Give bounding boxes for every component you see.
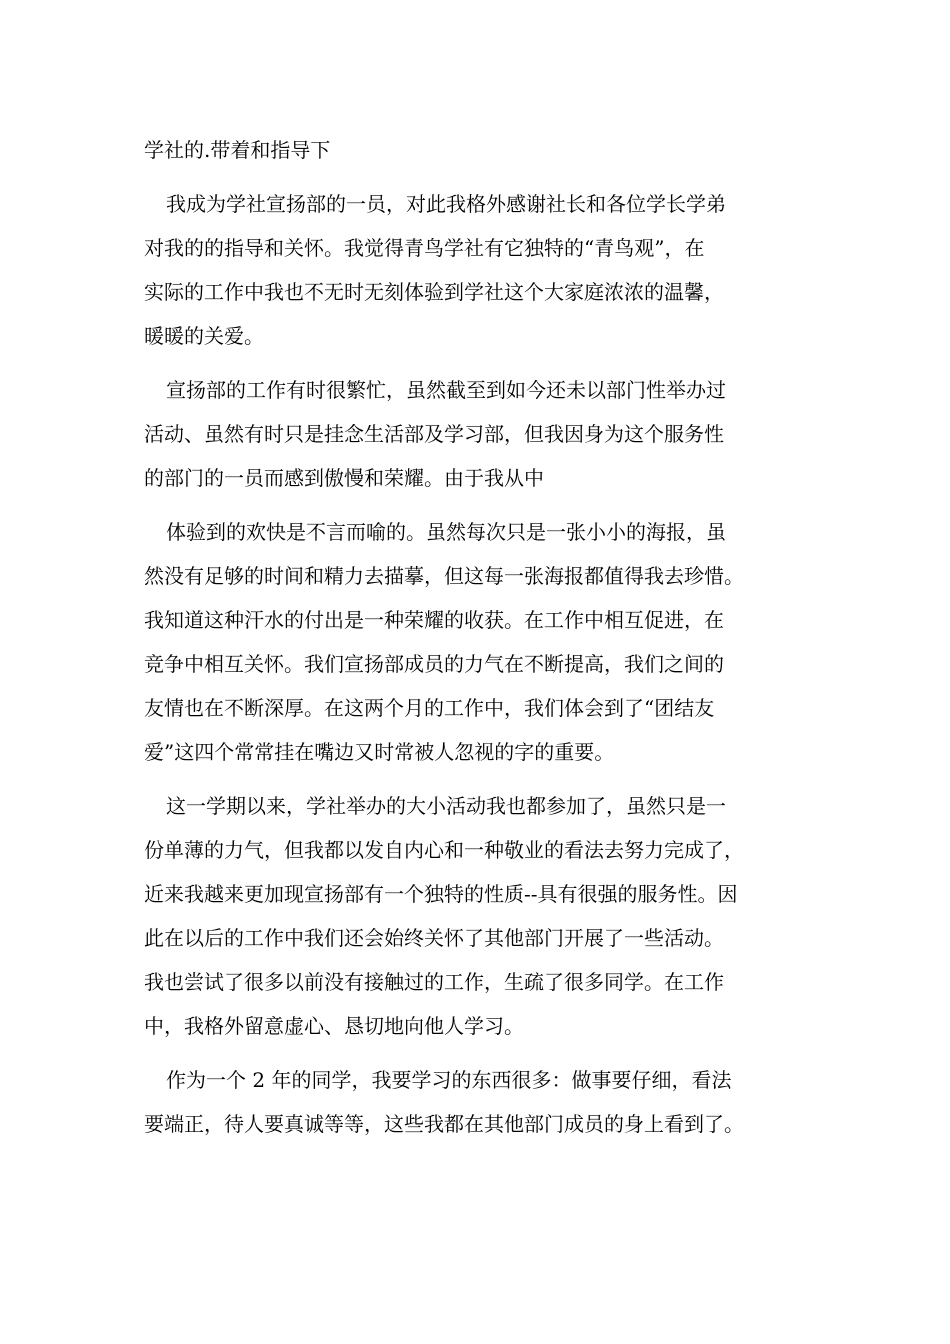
paragraph-line: 学社的.带着和指导下 [144,138,331,162]
paragraph-line: 竞争中相互关怀。我们宣扬部成员的力气在不断提高，我们之间的 [144,652,724,676]
paragraph-line: 友情也在不断深厚。在这两个月的工作中，我们体会到了“团结友 [144,696,715,720]
paragraph-line: 这一学期以来，学社举办的大小活动我也都参加了，虽然只是一 [166,794,726,818]
paragraph-line: 活动、虽然有时只是挂念生活部及学习部，但我因身为这个服务性 [144,422,724,446]
paragraph-line: 要端正，待人要真诚等等，这些我都在其他部门成员的身上看到了。 [144,1112,744,1136]
paragraph-line: 体验到的欢快是不言而喻的。虽然每次只是一张小小的海报，虽 [166,520,726,544]
document-body [144,128,824,1146]
paragraph-line: 我成为学社宣扬部的一员，对此我格外感谢社长和各位学长学弟 [166,192,726,216]
paragraph-line: 中，我格外留意虚心、恳切地向他人学习。 [144,1014,524,1038]
paragraph-line: 此在以后的工作中我们还会始终关怀了其他部门开展了一些活动。 [144,926,724,950]
paragraph-line: 近来我越来更加现宣扬部有一个独特的性质--具有很强的服务性。因 [144,882,738,906]
paragraph-line: 作为一个 2 年的同学，我要学习的东西很多：做事要仔细，看法 [166,1068,732,1092]
paragraph-line: 宣扬部的工作有时很繁忙，虽然截至到如今还未以部门性举办过 [166,378,726,402]
paragraph-line: 份单薄的力气，但我都以发自内心和一种敬业的看法去努力完成了， [144,838,744,862]
paragraph-line: 实际的工作中我也不无时无刻体验到学社这个大家庭浓浓的温馨， [144,280,724,304]
paragraph-line: 暖暖的关爱。 [144,324,264,348]
paragraph-line: 的部门的一员而感到傲慢和荣耀。由于我从中 [144,466,544,490]
paragraph-line: 爱”这四个常常挂在嘴边又时常被人忽视的字的重要。 [144,740,615,764]
paragraph-line: 我也尝试了很多以前没有接触过的工作，生疏了很多同学。在工作 [144,970,724,994]
paragraph-line: 然没有足够的时间和精力去描摹，但这每一张海报都值得我去珍惜。 [144,564,744,588]
paragraph-line: 我知道这种汗水的付出是一种荣耀的收获。在工作中相互促进，在 [144,608,724,632]
paragraph-line: 对我的的指导和关怀。我觉得青鸟学社有它独特的“青鸟观”，在 [144,236,705,260]
